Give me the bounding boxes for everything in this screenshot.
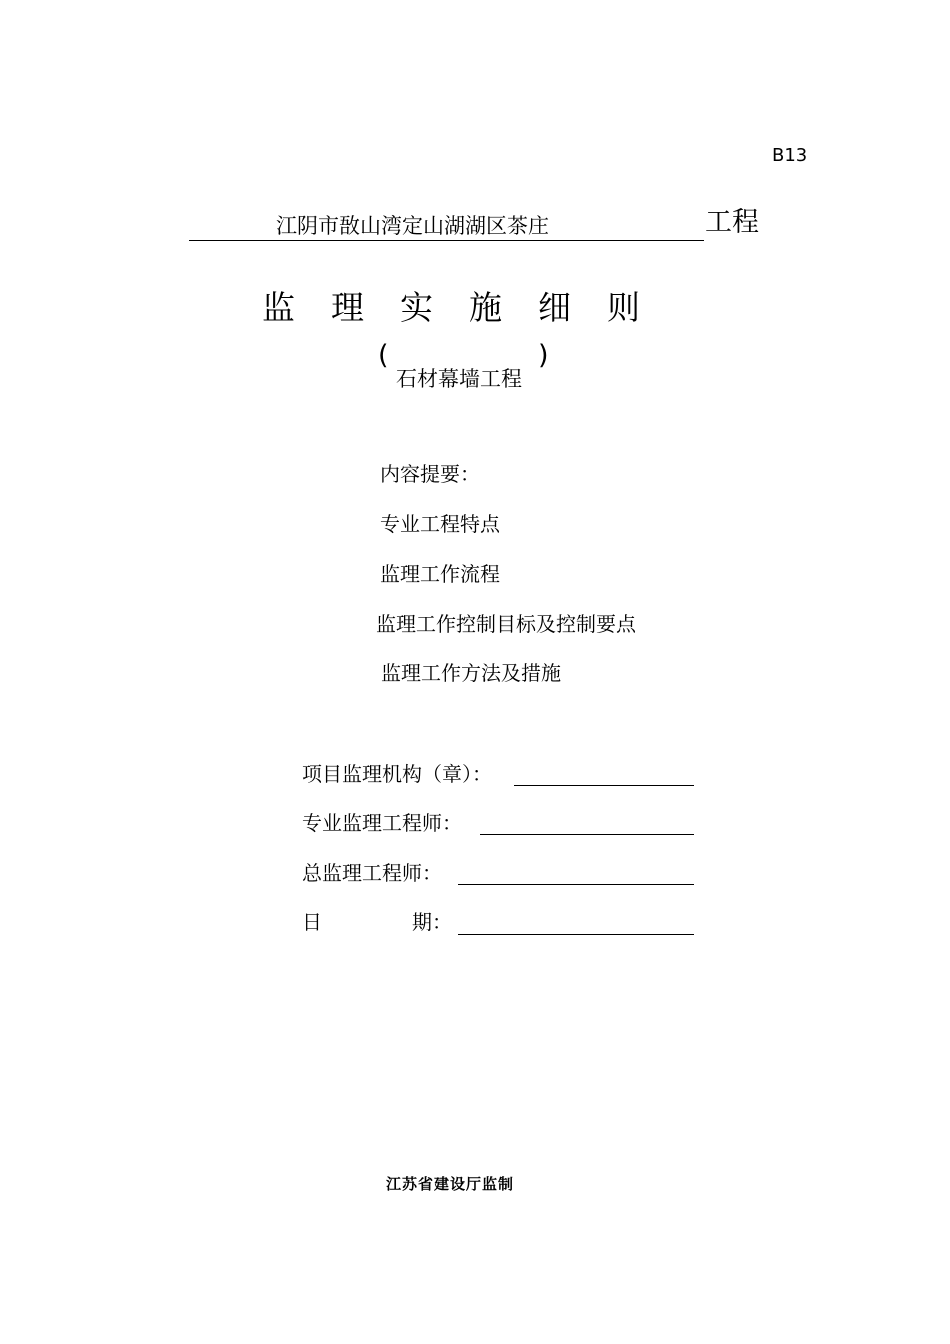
specialist-engineer-line (480, 834, 694, 835)
summary-item: 监理工作方法及措施 (381, 661, 561, 685)
summary-item: 专业工程特点 (380, 512, 500, 536)
subtitle-close-paren: ) (538, 340, 549, 371)
document-title: 监理实施细则 (262, 288, 676, 327)
org-seal-line (514, 785, 694, 786)
date-label: 期： (412, 910, 452, 934)
org-seal-label: 项目监理机构（章）： (302, 762, 492, 786)
summary-item: 监理工作流程 (380, 562, 500, 586)
specialist-engineer-label: 专业监理工程师： (302, 811, 462, 835)
form-code: B13 (772, 145, 808, 166)
date-label-char: 日 (302, 910, 322, 934)
issuer-footer: 江苏省建设厅监制 (386, 1175, 515, 1193)
project-suffix: 工程 (705, 207, 759, 238)
summary-item: 监理工作控制目标及控制要点 (376, 612, 636, 636)
date-line (458, 934, 694, 935)
project-name: 江阴市敔山湾定山湖湖区茶庄 (276, 214, 549, 238)
project-name-underline (189, 240, 704, 241)
chief-engineer-label: 总监理工程师： (302, 861, 442, 885)
summary-heading: 内容提要： (380, 462, 480, 486)
subtitle-open-paren: ( (378, 340, 389, 371)
subtitle: 石材幕墙工程 (396, 367, 522, 391)
chief-engineer-line (458, 884, 694, 885)
